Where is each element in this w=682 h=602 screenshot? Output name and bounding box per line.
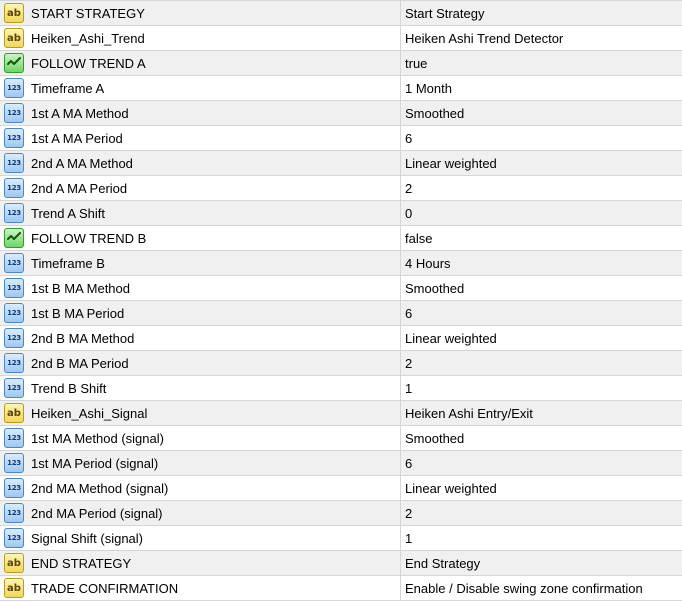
- number-123-icon: 123: [4, 178, 24, 198]
- parameter-name: START STRATEGY: [31, 5, 145, 21]
- parameter-name: Signal Shift (signal): [31, 530, 143, 546]
- parameter-name: 2nd MA Period (signal): [31, 505, 163, 521]
- parameter-name-cell: [0, 301, 401, 325]
- parameter-value[interactable]: 6: [405, 130, 413, 146]
- parameter-name: 2nd B MA Period: [31, 355, 129, 371]
- parameter-name: 1st MA Method (signal): [31, 430, 164, 446]
- parameter-row[interactable]: [0, 551, 682, 576]
- string-ab-icon: ab: [4, 403, 24, 423]
- parameter-name: 1st B MA Period: [31, 305, 125, 321]
- parameter-row[interactable]: [0, 526, 682, 551]
- number-123-icon: 123: [4, 353, 24, 373]
- number-123-icon: 123: [4, 378, 24, 398]
- boolean-check-icon: [4, 228, 24, 248]
- parameter-row[interactable]: [0, 151, 682, 176]
- parameter-name: 1st A MA Method: [31, 105, 129, 121]
- string-ab-icon: ab: [4, 578, 24, 598]
- parameter-row[interactable]: [0, 1, 682, 26]
- number-123-icon: 123: [4, 253, 24, 273]
- parameter-name-cell: [0, 426, 401, 450]
- number-123-icon: 123: [4, 103, 24, 123]
- number-123-icon: 123: [4, 503, 24, 523]
- parameter-row[interactable]: [0, 476, 682, 501]
- parameter-name: Heiken_Ashi_Signal: [31, 405, 148, 421]
- parameter-value[interactable]: 6: [405, 455, 413, 471]
- parameter-name: FOLLOW TREND B: [31, 230, 147, 246]
- parameter-name-cell: [0, 26, 401, 50]
- number-123-icon: 123: [4, 128, 24, 148]
- parameter-name: Heiken_Ashi_Trend: [31, 30, 145, 46]
- number-123-icon: 123: [4, 453, 24, 473]
- parameter-value[interactable]: Smoothed: [405, 105, 465, 121]
- parameter-value[interactable]: false: [405, 230, 433, 246]
- parameter-name: FOLLOW TREND A: [31, 55, 146, 71]
- parameter-value[interactable]: Heiken Ashi Entry/Exit: [405, 405, 533, 421]
- parameter-name-cell: [0, 101, 401, 125]
- parameter-name-cell: [0, 151, 401, 175]
- parameter-value[interactable]: Smoothed: [405, 430, 465, 446]
- parameter-name: 1st B MA Method: [31, 280, 130, 296]
- parameter-row[interactable]: [0, 426, 682, 451]
- number-123-icon: 123: [4, 328, 24, 348]
- parameter-name-cell: [0, 526, 401, 550]
- parameter-name-cell: [0, 201, 401, 225]
- parameter-value[interactable]: Heiken Ashi Trend Detector: [405, 30, 564, 46]
- parameter-name-cell: [0, 551, 401, 575]
- parameter-value[interactable]: Linear weighted: [405, 155, 497, 171]
- parameter-name-cell: [0, 576, 401, 600]
- parameter-name: 1st A MA Period: [31, 130, 123, 146]
- parameter-name: 2nd B MA Method: [31, 330, 135, 346]
- parameter-value[interactable]: 1: [405, 380, 413, 396]
- parameter-value[interactable]: 6: [405, 305, 413, 321]
- parameter-row[interactable]: [0, 326, 682, 351]
- number-123-icon: 123: [4, 478, 24, 498]
- parameter-value[interactable]: Enable / Disable swing zone confirmation: [405, 580, 643, 596]
- parameter-row[interactable]: [0, 51, 682, 76]
- parameter-value[interactable]: 2: [405, 355, 413, 371]
- parameter-name-cell: [0, 326, 401, 350]
- parameter-row[interactable]: [0, 501, 682, 526]
- number-123-icon: 123: [4, 303, 24, 323]
- parameter-value[interactable]: 1 Month: [405, 80, 452, 96]
- string-ab-icon: ab: [4, 3, 24, 23]
- boolean-check-icon: [4, 53, 24, 73]
- parameter-name: Trend A Shift: [31, 205, 105, 221]
- parameter-name-cell: [0, 401, 401, 425]
- parameter-name-cell: [0, 126, 401, 150]
- parameter-row[interactable]: [0, 26, 682, 51]
- parameter-name: 2nd A MA Method: [31, 155, 133, 171]
- parameter-name: Timeframe A: [31, 80, 105, 96]
- parameter-value[interactable]: 2: [405, 505, 413, 521]
- parameter-row[interactable]: [0, 201, 682, 226]
- parameter-name-cell: [0, 276, 401, 300]
- parameter-name-cell: [0, 1, 401, 25]
- parameter-value[interactable]: Start Strategy: [405, 5, 485, 21]
- parameter-row[interactable]: [0, 401, 682, 426]
- parameter-value[interactable]: Linear weighted: [405, 330, 497, 346]
- parameter-row[interactable]: [0, 76, 682, 101]
- parameter-row[interactable]: [0, 576, 682, 601]
- parameter-value[interactable]: true: [405, 55, 428, 71]
- parameter-name: 2nd A MA Period: [31, 180, 128, 196]
- parameter-value[interactable]: 1: [405, 530, 413, 546]
- parameter-name: TRADE CONFIRMATION: [31, 580, 179, 596]
- parameter-name-cell: [0, 251, 401, 275]
- parameter-row[interactable]: [0, 276, 682, 301]
- number-123-icon: 123: [4, 528, 24, 548]
- parameter-row[interactable]: [0, 451, 682, 476]
- parameter-value[interactable]: 2: [405, 180, 413, 196]
- parameter-row[interactable]: [0, 301, 682, 326]
- parameter-row[interactable]: [0, 226, 682, 251]
- parameter-value[interactable]: Smoothed: [405, 280, 465, 296]
- parameter-row[interactable]: [0, 251, 682, 276]
- string-ab-icon: ab: [4, 553, 24, 573]
- number-123-icon: 123: [4, 153, 24, 173]
- parameter-name-cell: [0, 451, 401, 475]
- parameter-row[interactable]: [0, 126, 682, 151]
- parameter-name: Trend B Shift: [31, 380, 107, 396]
- parameter-row[interactable]: [0, 101, 682, 126]
- parameter-name-cell: [0, 476, 401, 500]
- parameter-value[interactable]: Linear weighted: [405, 480, 497, 496]
- parameter-row[interactable]: [0, 351, 682, 376]
- parameter-name-cell: [0, 226, 401, 250]
- parameter-name-cell: [0, 351, 401, 375]
- parameter-value[interactable]: End Strategy: [405, 555, 481, 571]
- string-ab-icon: ab: [4, 28, 24, 48]
- parameter-name: 1st MA Period (signal): [31, 455, 159, 471]
- parameter-name-cell: [0, 76, 401, 100]
- parameter-row[interactable]: [0, 176, 682, 201]
- parameter-name: 2nd MA Method (signal): [31, 480, 169, 496]
- parameter-name: END STRATEGY: [31, 555, 132, 571]
- parameter-name-cell: [0, 176, 401, 200]
- parameter-name: Timeframe B: [31, 255, 105, 271]
- number-123-icon: 123: [4, 78, 24, 98]
- number-123-icon: 123: [4, 428, 24, 448]
- parameter-row[interactable]: [0, 376, 682, 401]
- parameter-value[interactable]: 4 Hours: [405, 255, 451, 271]
- parameter-name-cell: [0, 51, 401, 75]
- number-123-icon: 123: [4, 278, 24, 298]
- parameter-name-cell: [0, 501, 401, 525]
- parameter-value[interactable]: 0: [405, 205, 413, 221]
- number-123-icon: 123: [4, 203, 24, 223]
- parameter-name-cell: [0, 376, 401, 400]
